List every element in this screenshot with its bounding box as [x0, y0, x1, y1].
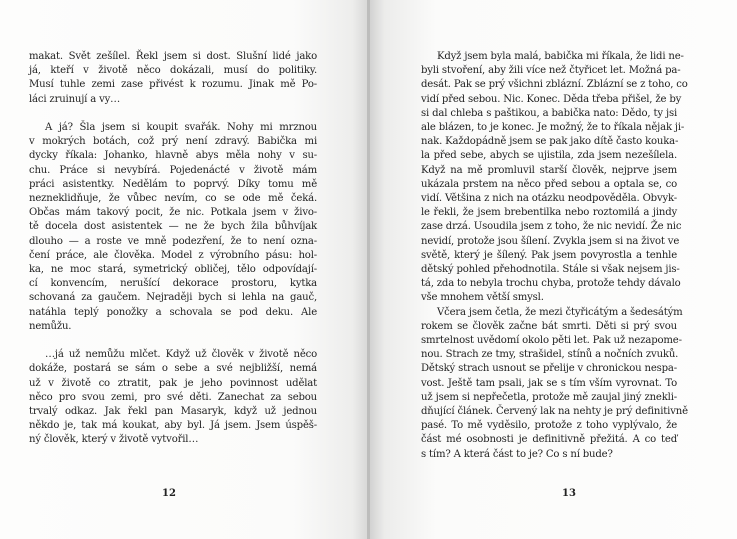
text-line: schovaná za gaučem. Nejraději bych si lehla na gauč, [29, 292, 317, 304]
text-line: tě docela dost asistentek — ne že bych žila bůhvíjak [29, 221, 317, 233]
text-line: část mé osobnosti je definitivně přežitá. A co teď [421, 434, 677, 446]
text-line: nak. Každopádně jsem se pak jako dítě často kouka- [421, 136, 679, 148]
text-line: nevidí, protože jsou šílení. Zvykla jsem si na život ve [421, 235, 680, 247]
text-line: pasé. To mě vyděsilo, protože z toho vyplývalo, že [421, 420, 677, 432]
text-line: tá, zda to nebyla trochu chyba, protože tehdy dávalo [421, 278, 681, 290]
text-line: nezneklidňuje, že vůbec nevím, co se ode mě čeká. [29, 193, 317, 205]
right-page-text [421, 50, 688, 462]
text-line: desát. Pak se prý všichni zblázní. Zblázní se z toho, co [421, 79, 688, 91]
text-line: vidí před sebou. Nic. Konec. Děda třeba přišel, že by [421, 93, 682, 105]
text-line: le řekli, že jsem brebentilka nebo roztomilá a jindy [421, 207, 677, 219]
text-line: la před sebe, abych se ujistila, zda jsem nezešílela. [421, 150, 677, 162]
text-line: makat. Svět zešílel. Řekl jsem si dost. Slušní lidé jako [29, 51, 317, 62]
text-line: rokem se člověk začne bát smrti. Děti si prý svou [421, 320, 677, 332]
text-line: natáhla teplý ponožky a schovala se pod deku. Ale [29, 306, 317, 318]
text-line: nou. Strach ze tmy, strašidel, stínů a nočních zvuků. [421, 349, 679, 361]
left-page [0, 0, 367, 539]
text-line: nemůžu. [29, 320, 72, 332]
text-line: já, kteří v životě něco dokázali, musí do politiky. [29, 65, 317, 77]
text-line: …já už nemůžu mlčet. Když už člověk v životě něco [45, 349, 317, 361]
text-line: s tím? A která část to je? Co s ní bude? [421, 448, 613, 460]
text-line: dětský pohled přehodnotila. Stále si však nejsem jis- [421, 264, 680, 276]
text-line: vidí. Většina z nich na otázku neodpověděla. Obvyk- [421, 193, 677, 205]
text-line: dlouho — a roste ve mně podezření, že to není ozna- [29, 235, 317, 247]
text-line: Občas mám takový pocit, že nic. Potkala jsem v živo- [29, 207, 317, 219]
text-line: už v životě co ztratit, pak je jeho povinnost udělat [29, 377, 317, 389]
text-line: dokáže, postará se sám o sebe a své nejbližší, nemá [29, 363, 317, 375]
text-line: byli stvoření, aby žili více než čtyřicet let. Možná pa- [421, 65, 681, 77]
text-line: ný člověk, který v životě vytvořil… [29, 434, 199, 446]
page-number-right: 13 [562, 488, 576, 499]
text-line: ukázala prstem na něco před sebou a optala se, co [421, 178, 677, 190]
text-line: čení práce, ale člověka. Model z výrobního pásu: hol- [29, 249, 317, 261]
text-line: někdo je, tak má koukat, aby byl. Já jsem. Jsem úspěš- [29, 420, 317, 432]
text-line: ale blázen, to je konec. Je možný, že to říkala nějak ji- [421, 122, 685, 134]
text-line: v mokrých botách, což prý není zdravý. Babička mi [29, 136, 317, 148]
page-number-left: 12 [162, 488, 176, 499]
text-line: A já? Šla jsem si koupit svařák. Nohy mi mrznou [45, 122, 317, 133]
text-line: si dal chleba s paštikou, a babička nato: Dědo, ty jsi [421, 107, 677, 119]
text-line: Když na mě promluvil starší člověk, nejprve jsem [421, 164, 677, 176]
text-line: trvalý odkaz. Jak řekl pan Masaryk, když už jednou [29, 406, 317, 418]
left-page-text [29, 50, 317, 448]
right-page [370, 0, 737, 539]
text-line: láci zruinují a vy… [29, 93, 121, 105]
paragraph-gap [29, 334, 317, 348]
text-line: cí konvencím, nerušící dekorace prostoru, kytka [29, 278, 317, 290]
text-line: světě, který je šílený. Pak jsem povyrostla a tenhle [421, 249, 677, 261]
text-line: Musí tuhle zemi zase přivést k rozumu. Jinak mě Po- [29, 79, 317, 91]
text-line: dycky říkala: Johanko, hlavně abys měla nohy v su- [29, 150, 317, 162]
text-line: zase drzá. Usoudila jsem z toho, že nic nevidí. Že nic [421, 221, 682, 233]
paragraph-gap [29, 107, 317, 121]
text-line: dňující článek. Červený lak na nehty je prý definitivně [421, 406, 688, 418]
text-line: Včera jsem četla, že mezi čtyřicátým a šedesátým [437, 306, 683, 318]
text-line: smrtelnost uvědomí okolo pěti let. Pak už nezapome- [421, 335, 682, 347]
text-line: už jsem si nepřečetla, protože mě zaujal jiný znekli- [421, 391, 677, 403]
text-line: Dětský strach usnout se přelije v chronickou nespa- [421, 363, 677, 375]
text-line: něco pro svou zemi, pro své děti. Zanechat za sebou [29, 391, 317, 403]
text-line: vost. Ještě tam psali, jak se s tím vším vyrovnat. To [421, 377, 677, 389]
text-line: Když jsem byla malá, babička mi říkala, že lidi ne- [437, 51, 684, 62]
text-line: práci asistentky. Nedělám to poprvý. Díky tomu mě [29, 178, 317, 190]
text-line: ka, ne moc stará, symetrický obličej, tělo odpovídají- [29, 264, 317, 276]
text-line: vše mnohem větší smysl. [421, 292, 544, 304]
text-line: chu. Práce si nevybírá. Pojedenácté v životě mám [29, 164, 317, 176]
